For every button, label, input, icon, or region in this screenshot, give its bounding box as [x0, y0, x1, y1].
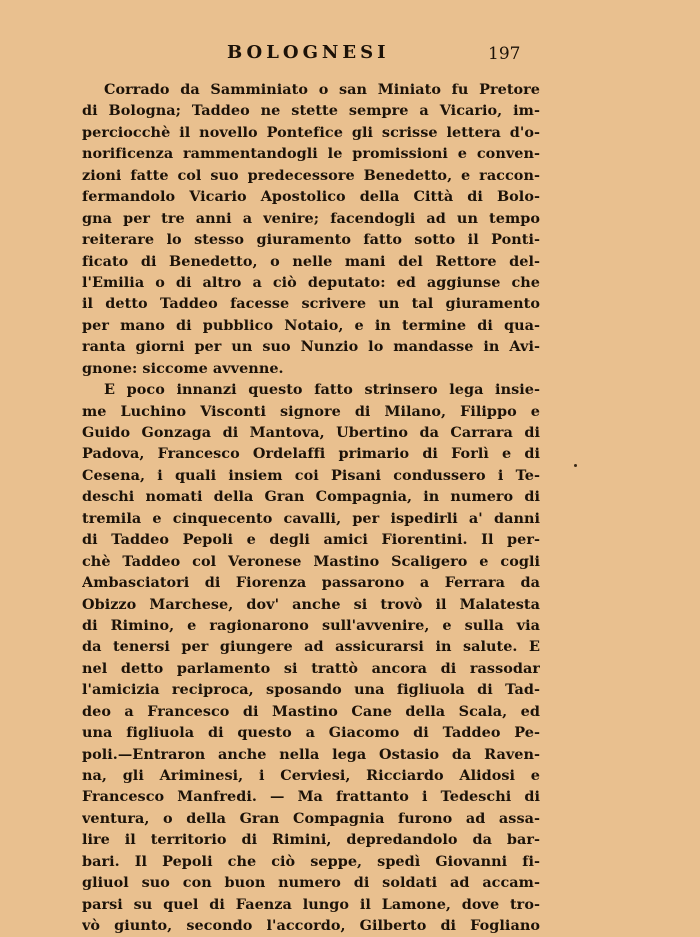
text-line: gna per tre anni a venire; facendogli ad un tempo	[82, 209, 540, 227]
text-line: E poco innanzi questo fatto strinsero lega insie-	[104, 381, 540, 399]
body-text	[82, 79, 540, 937]
text-line: Guido Gonzaga di Mantova, Ubertino da Carrara di	[82, 424, 540, 441]
text-line: lire il territorio di Rimini, depredandolo da bar-	[82, 831, 540, 849]
text-line: reiterare lo stesso giuramento fatto sotto il Ponti-	[82, 231, 540, 249]
text-line: Ambasciatori di Fiorenza passarono a Ferrara da	[82, 574, 540, 592]
text-line: parsi su quel di Faenza lungo il Lamone, dove tro-	[82, 895, 540, 913]
text-line: perciocchè il novello Pontefice gli scrisse lettera d'o-	[82, 123, 540, 141]
text-line: Obizzo Marchese, dov' anche si trovò il Malatesta	[82, 595, 540, 613]
text-line: l'amicizia reciproca, sposando una figliuola di Tad-	[82, 681, 540, 699]
text-line: di Rimino, e ragionarono sull'avvenire, e sulla via	[82, 616, 540, 634]
text-line: di Bologna; Taddeo ne stette sempre a Vicario, im-	[82, 102, 540, 120]
text-line: una figliuola di questo a Giacomo di Taddeo Pe-	[82, 724, 540, 742]
text-line: bari. Il Pepoli che ciò seppe, spedì Giovanni fi-	[82, 852, 540, 870]
text-line: na, gli Ariminesi, i Cerviesi, Ricciardo Alidosi e	[82, 767, 540, 784]
text-line: da tenersi per giungere ad assicurarsi in salute. E	[82, 638, 540, 656]
text-line: Padova, Francesco Ordelaffi primario di Forlì e di	[82, 445, 540, 463]
text-line: Francesco Manfredi. — Ma frattanto i Tedeschi di	[82, 788, 540, 806]
text-line: norificenza rammentandogli le promissioni e conven-	[82, 145, 540, 163]
paper-speck	[574, 464, 577, 467]
text-line: di Taddeo Pepoli e degli amici Fiorentini. Il per-	[82, 531, 540, 549]
text-line: chè Taddeo col Veronese Mastino Scaligero e cogli	[82, 552, 540, 570]
text-line: zioni fatte col suo predecessore Benedetto, e raccon-	[82, 166, 540, 184]
text-line: fermandolo Vicario Apostolico della Città di Bolo-	[82, 188, 540, 206]
running-title: BOLOGNESI	[227, 42, 390, 63]
running-header	[0, 42, 700, 66]
text-line: per mano di pubblico Notaio, e in termine di qua-	[82, 316, 540, 334]
text-line: ranta giorni per un suo Nunzio lo mandasse in Avi-	[82, 338, 540, 356]
text-line: vò giunto, secondo l'accordo, Gilberto di Fogliano	[82, 917, 540, 935]
text-line: tremila e cinquecento cavalli, per ispedirli a' danni	[82, 509, 540, 527]
text-line: gliuol suo con buon numero di soldati ad accam-	[82, 874, 540, 892]
text-line: l'Emilia o di altro a ciò deputato: ed aggiunse che	[82, 273, 540, 291]
text-line: me Luchino Visconti signore di Milano, Filippo e	[82, 402, 540, 420]
text-line: poli.—Entraron anche nella lega Ostasio da Raven-	[82, 745, 540, 763]
text-line: Cesena, i quali insiem coi Pisani condussero i Te-	[82, 466, 540, 484]
text-line: ventura, o della Gran Compagnia furono ad assa-	[82, 809, 540, 827]
text-line: gnone: siccome avvenne.	[82, 359, 284, 377]
text-line: Corrado da Samminiato o san Miniato fu Pretore	[104, 81, 540, 98]
text-line: nel detto parlamento si trattò ancora di rassodar	[82, 659, 540, 677]
text-line: deschi nomati della Gran Compagnia, in numero di	[82, 488, 540, 506]
text-line: deo a Francesco di Mastino Cane della Scala, ed	[82, 702, 540, 720]
text-line: ficato di Benedetto, o nelle mani del Rettore del-	[82, 252, 540, 270]
text-line: il detto Taddeo facesse scrivere un tal giuramento	[82, 295, 540, 313]
page-number: 197	[488, 44, 521, 64]
